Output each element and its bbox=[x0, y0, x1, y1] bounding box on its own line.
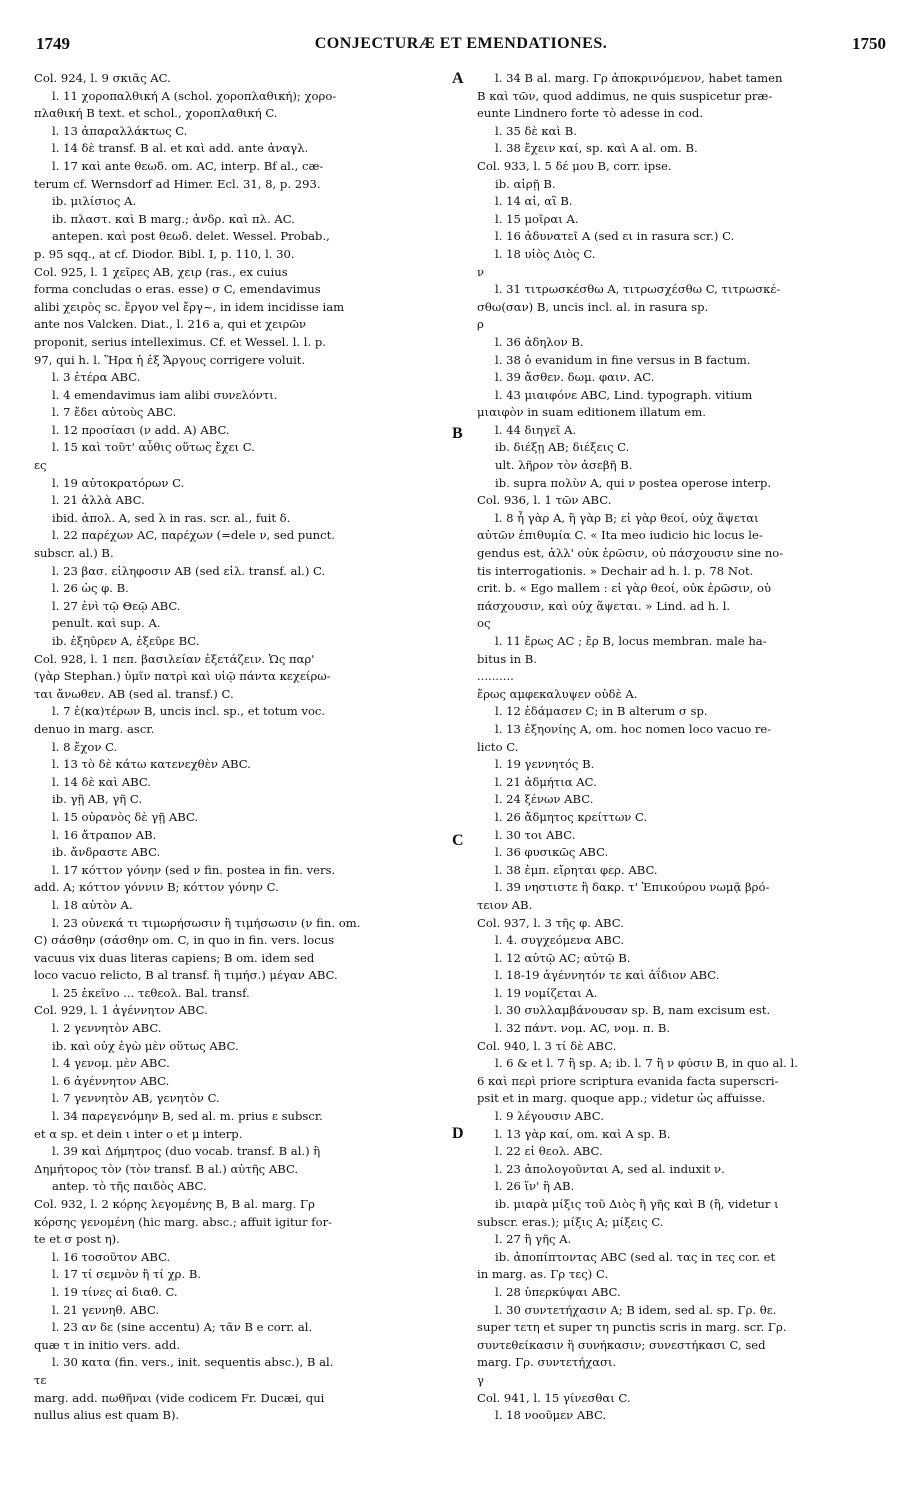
text-line: Col. 933, l. 5 δέ μου B, corr. ipse. bbox=[477, 158, 672, 173]
text-line: l. 34 B al. marg. Γρ ἀποκρινόμενον, habet tamen bbox=[495, 71, 783, 85]
text-line: antepen. καὶ post θεωδ. delet. Wessel. Probab., bbox=[52, 229, 330, 244]
text-line: l. 15 καὶ τοῦτ' αὖθις οὕτως ἔχει C. bbox=[52, 440, 255, 455]
text-line: l. 19 αὐτοκρατόρων C. bbox=[52, 475, 185, 490]
text-line: l. 38 ἐμπ. εἴρηται φερ. ABC. bbox=[495, 862, 658, 877]
text-line: γ bbox=[477, 1372, 484, 1387]
text-line: vacuus vix duas literas capiens; B om. idem sed bbox=[34, 950, 315, 965]
text-line: l. 3 ἑτέρα ABC. bbox=[52, 370, 141, 385]
text-line: l. 34 παρεγενόμην B, sed al. m. prius ε subscr. bbox=[52, 1109, 323, 1124]
text-line: ρ bbox=[477, 317, 484, 332]
margin-letter-d: D bbox=[452, 1125, 464, 1142]
text-line: τε bbox=[34, 1372, 47, 1387]
text-line: Col. 941, l. 15 γίνεσθαι C. bbox=[477, 1390, 631, 1405]
text-line: l. 18-19 ἀγέννητόν τε καὶ ἀΐδιον ABC. bbox=[495, 968, 720, 983]
text-line: l. 43 μιαιφόνε ABC, Lind. typograph. vitium bbox=[495, 387, 753, 402]
text-line: l. 4. συγχεόμενα ABC. bbox=[495, 933, 625, 948]
text-line: subscr. eras.); μίξις A; μίξεις C. bbox=[477, 1214, 664, 1229]
text-line: τειον AB. bbox=[477, 897, 533, 912]
text-line: ib. μιαρὰ μίξις τοῦ Διὸς ἢ γῆς καὶ B (ἢ, videtur ι bbox=[495, 1197, 779, 1211]
text-line: penult. καὶ sup. A. bbox=[52, 616, 161, 631]
text-line: tis interrogationis. » Dechair ad h. l. p. 78 Not. bbox=[477, 563, 754, 578]
text-line: denuo in marg. ascr. bbox=[34, 721, 155, 736]
text-line: l. 13 ἐξηονίης A, om. hoc nomen loco vacuo re- bbox=[495, 721, 772, 736]
text-line: l. 11 χοροπαλθική A (schol. χοροπλαθική); χορο- bbox=[52, 88, 337, 103]
text-line: l. 19 γεννητός B. bbox=[495, 757, 595, 772]
text-line: l. 26 ἵν' ἢ AB. bbox=[495, 1179, 575, 1194]
text-line: σθω(σαν) B, uncis incl. al. in rasura sp. bbox=[477, 299, 709, 314]
text-line: l. 30 συντετήχασιν A; B idem, sed al. sp. Γρ. θε. bbox=[495, 1302, 777, 1317]
text-line: ν bbox=[477, 264, 485, 279]
text-line: l. 38 ἔχειν καί, sp. καὶ A al. om. B. bbox=[495, 141, 698, 156]
text-line: loco vacuo relicto, B al transf. ἢ τιμήσ.) μέγαν ABC. bbox=[34, 968, 338, 983]
text-line: l. 7 ἔδει αὐτοὺς ABC. bbox=[52, 405, 177, 420]
text-line: l. 12 ἐδάμασεν C; in B alterum σ sp. bbox=[495, 704, 708, 719]
right-column bbox=[477, 70, 867, 1480]
text-line: ibid. ἀπολ. A, sed λ in ras. scr. al., fuit δ. bbox=[52, 510, 291, 525]
text-line: l. 23 ἀπολογοῦνται A, sed al. induxit ν. bbox=[495, 1161, 725, 1176]
text-line: ib. μιλίσιος A. bbox=[52, 194, 137, 209]
text-line: l. 8 ἔχον C. bbox=[52, 739, 118, 754]
text-line: eunte Lindnero forte τὸ adesse in cod. bbox=[477, 106, 704, 121]
text-line: l. 13 γὰρ καί, om. καὶ A sp. B. bbox=[495, 1126, 671, 1141]
text-line: 97, qui h. l. Ἥρα ἡ ἐξ Ἄργους corrigere voluit. bbox=[34, 352, 306, 367]
text-line: l. 2 γεννητὸν ABC. bbox=[52, 1021, 162, 1036]
text-line: l. 4 γενομ. μὲν ABC. bbox=[52, 1056, 170, 1071]
text-line: l. 16 ἀδυνατεῖ A (sed ει in rasura scr.) C. bbox=[495, 229, 735, 244]
text-line: πλαθική B text. et schol., χοροπλαθική C. bbox=[34, 106, 278, 121]
text-line: ες bbox=[34, 458, 47, 473]
text-line: Col. 940, l. 3 τί δὲ ABC. bbox=[477, 1038, 617, 1053]
text-line: ος bbox=[477, 616, 491, 631]
page-number-left: 1749 bbox=[36, 34, 70, 53]
text-line: l. 18 αὐτὸν A. bbox=[52, 897, 133, 912]
text-line: ib. διέξῃ AB; διέξεις C. bbox=[495, 440, 630, 455]
text-line: l. 26 ἄδμητος κρείττων C. bbox=[495, 809, 648, 824]
text-line: l. 39 ἄσθεν. δωμ. φαιν. AC. bbox=[495, 370, 655, 385]
text-line: ἔρως αμφεκαλυψεν οὐδὲ A. bbox=[477, 686, 638, 701]
text-line: add. A; κόττον γόννιν B; κόττον γόνην C. bbox=[34, 880, 279, 895]
text-line: nullus alius est quam B). bbox=[34, 1408, 180, 1423]
text-line: l. 22 εἰ θεολ. ABC. bbox=[495, 1144, 603, 1159]
text-line: l. 14 δὲ transf. B al. et καὶ add. ante ἀναγλ. bbox=[52, 141, 309, 156]
text-line: l. 12 προσίασι (ν add. A) ABC. bbox=[52, 422, 230, 437]
text-line: Col. 929, l. 1 ἀγέννητον ABC. bbox=[34, 1003, 208, 1018]
text-line: l. 35 δὲ καὶ B. bbox=[495, 123, 577, 138]
text-line: ib. ἐξηῦρεν A, ἐξεῦρε BC. bbox=[52, 634, 200, 648]
text-line: l. 7 γεννητὸν AB, γενητὸν C. bbox=[52, 1091, 220, 1106]
text-line: l. 15 μοῖραι A. bbox=[495, 211, 579, 226]
text-line: l. 12 αὐτῷ AC; αὐτῷ B. bbox=[495, 950, 631, 965]
running-title: CONJECTURÆ ET EMENDATIONES. bbox=[314, 35, 608, 52]
text-line: p. 95 sqq., at cf. Diodor. Bibl. I, p. 110, l. 30. bbox=[34, 246, 295, 261]
text-line: psit et in marg. quoque app.; videtur ὡς affuisse. bbox=[477, 1091, 766, 1106]
text-line: te et σ post η). bbox=[34, 1232, 120, 1247]
text-line: et α sp. et dein ι inter ο et μ interp. bbox=[34, 1126, 243, 1141]
text-line: quæ τ in initio vers. add. bbox=[34, 1337, 181, 1352]
text-line: Col. 925, l. 1 χεῖρες AB, χειρ (ras., ex cuius bbox=[34, 264, 288, 279]
text-line: Col. 924, l. 9 σκιᾶς AC. bbox=[34, 71, 171, 85]
text-line: subscr. al.) B. bbox=[34, 546, 114, 561]
text-line: l. 25 ἐκεῖνο ... τεθεολ. Bal. transf. bbox=[52, 985, 250, 1000]
text-line: l. 14 αἰ, αἲ B. bbox=[495, 194, 573, 209]
text-line: proponit, serius intelleximus. Cf. et Wessel. l. l. p. bbox=[34, 334, 326, 349]
text-line: l. 9 λέγουσιν ABC. bbox=[495, 1109, 604, 1124]
text-line: l. 13 τὸ δὲ κάτω κατενεχθὲν ABC. bbox=[52, 757, 251, 772]
text-line: l. 44 διηγεῖ A. bbox=[495, 422, 577, 437]
text-line: l. 24 ξένων ABC. bbox=[495, 792, 594, 807]
text-line: l. 11 ἔρως AC ; ἔρ B, locus membran. male ha- bbox=[495, 634, 767, 648]
text-line: l. 23 βασ. εἰληφοσιν AB (sed εἰλ. transf. al.) C. bbox=[52, 563, 326, 578]
text-line: κόρσης γενομένη (hic marg. absc.; affuit igitur for- bbox=[34, 1214, 333, 1229]
text-line: Col. 928, l. 1 πεπ. βασιλείαν ἐξετάζειν. Ὡς παρ' bbox=[34, 651, 315, 666]
text-line: l. 39 καὶ Δήμητρος (duo vocab. transf. B al.) ἢ bbox=[52, 1144, 321, 1159]
text-line: l. 30 κατα (fin. vers., init. sequentis absc.), B al. bbox=[52, 1355, 334, 1370]
text-line: l. 15 οὐρανὸς δὲ γῇ ABC. bbox=[52, 809, 199, 824]
text-line: l. 4 emendavimus iam alibi συνελόντι. bbox=[52, 387, 278, 402]
left-column bbox=[34, 70, 424, 1480]
text-line: l. 16 ἄτραπον AB. bbox=[52, 827, 157, 842]
text-line: l. 6 ἀγέννητον ABC. bbox=[52, 1073, 170, 1088]
text-line: 6 καὶ περὶ priore scriptura evanida facta superscri- bbox=[477, 1073, 779, 1088]
text-line: l. 16 τοσοῦτον ABC. bbox=[52, 1249, 171, 1264]
text-line: l. 27 ἐνὶ τῷ Θεῷ ABC. bbox=[52, 598, 181, 613]
text-line: l. 38 ὁ evanidum in fine versus in B factum. bbox=[495, 352, 751, 367]
text-line: l. 23 οὐνεκά τι τιμωρήσωσιν ἢ τιμήσωσιν (ν fin. om. bbox=[52, 915, 361, 930]
text-line: l. 19 τίνες αἱ διαθ. C. bbox=[52, 1284, 178, 1299]
text-line: l. 28 ὑπερκύψαι ABC. bbox=[495, 1284, 621, 1299]
text-line: l. 17 τί σεμνὸν ἢ τί χρ. B. bbox=[52, 1267, 202, 1282]
text-line: ib. supra πολὺν A, qui ν postea operose interp. bbox=[495, 475, 772, 490]
text-line: licto C. bbox=[477, 739, 519, 754]
text-line: l. 30 τοι ABC. bbox=[495, 827, 576, 842]
text-line: l. 17 καὶ ante θεωδ. om. AC, interp. Bf al., cæ- bbox=[52, 158, 324, 173]
margin-letter-a: A bbox=[452, 70, 464, 87]
text-line: l. 22 παρέχων AC, παρέχων (=dele ν, sed punct. bbox=[52, 528, 335, 543]
text-line: l. 18 υἱὸς Διὸς C. bbox=[495, 246, 596, 261]
text-line: l. 19 νομίζεται A. bbox=[495, 985, 598, 1000]
text-line: l. 32 πάντ. νομ. AC, νομ. π. B. bbox=[495, 1021, 671, 1036]
text-line: super τετη et super τη punctis scris in marg. scr. Γρ. bbox=[477, 1320, 787, 1335]
text-line: gendus est, ἀλλ' οὐκ ἐρῶσιν, οὐ πάσχουσιν sine no- bbox=[477, 546, 784, 561]
text-line: C) σάσθην (σάσθην om. C, in quo in fin. vers. locus bbox=[34, 933, 335, 948]
text-line: l. 7 ἑ(κα)τέρων B, uncis incl. sp., et totum voc. bbox=[52, 704, 326, 719]
text-line: terum cf. Wernsdorf ad Himer. Ecl. 31, 8, p. 293. bbox=[34, 176, 321, 191]
text-line: l. 17 κόττον γόνην (sed ν fin. postea in fin. vers. bbox=[52, 862, 336, 877]
text-line: l. 31 τιτρωσκέσθω A, τιτρωσχέσθω C, τιτρωσκέ- bbox=[495, 282, 781, 297]
text-line: crit. b. « Ego mallem : εἰ γὰρ θεοί, οὐκ ἐρῶσιν, οὐ bbox=[477, 581, 772, 596]
text-line: l. 13 ἀπαραλλάκτως C. bbox=[52, 123, 188, 138]
text-line: ib. καὶ οὐχ ἐγὼ μὲν οὕτως ABC. bbox=[52, 1038, 239, 1053]
text-line: συντεθείκασιν ἢ συνήκασιν; συνεστήκασι C, sed bbox=[477, 1337, 766, 1352]
text-line: l. 21 ἀδμήτια AC. bbox=[495, 774, 597, 789]
text-line: forma concludas o eras. esse) σ C, emendavimus bbox=[34, 282, 321, 297]
text-line: l. 39 νηστιστε ἢ δακρ. τ' Ἐπικούρου νωμᾷ βρό- bbox=[495, 880, 770, 895]
text-line: ib. ἄνδραστε ABC. bbox=[52, 845, 161, 860]
text-line: αὐτῶν ἐπιθυμία C. « Ita meo iudicio hic locus le- bbox=[477, 528, 763, 543]
page-number-right: 1750 bbox=[852, 34, 886, 53]
text-line: ib. ἀποπίπτοντας ABC (sed al. τας in τες cor. et bbox=[495, 1249, 776, 1264]
text-line: l. 21 ἀλλὰ ABC. bbox=[52, 493, 145, 508]
text-line: ib. γῇ AB, γῆ C. bbox=[52, 792, 143, 807]
text-line: ib. πλαστ. καὶ B marg.; ἀνδρ. καὶ πλ. AC. bbox=[52, 211, 295, 226]
text-line: l. 30 συλλαμβάνουσαν sp. B, nam excisum est. bbox=[495, 1003, 771, 1018]
text-line: Col. 937, l. 3 τῆς φ. ABC. bbox=[477, 915, 624, 930]
text-line: ib. αἰρῇ B. bbox=[495, 176, 556, 191]
text-line: marg. Γρ. συντετήχασι. bbox=[477, 1355, 617, 1370]
text-line: marg. add. πωθῆναι (vide codicem Fr. Ducæi, qui bbox=[34, 1390, 325, 1405]
text-line: Col. 932, l. 2 κόρης λεγομένης B, B al. marg. Γρ bbox=[34, 1197, 315, 1211]
text-line: Δημήτορος τὸν (τὸν transf. B al.) αὐτῆς ABC. bbox=[34, 1161, 299, 1176]
text-line: πάσχουσιν, καὶ οὐχ ἅψεται. » Lind. ad h. l. bbox=[477, 598, 731, 613]
text-line: (γὰρ Stephan.) ὑμῖν πατρὶ καὶ υἱῷ πάντα κεχείρω- bbox=[34, 669, 331, 684]
page-header bbox=[36, 34, 886, 56]
text-line: bitus in B. bbox=[477, 651, 537, 666]
text-line: .......... bbox=[477, 669, 514, 684]
text-line: l. 8 ἦ γὰρ A, ἢ γὰρ B; εἰ γὰρ θεοί, οὐχ ἅψεται bbox=[495, 510, 759, 525]
text-line: alibi χειρὸς sc. ἔργον vel ἔργ~, in idem incidisse iam bbox=[34, 299, 345, 314]
text-line: μιαιφὸν in suam editionem illatum em. bbox=[477, 405, 706, 420]
text-line: l. 36 ἀδηλον B. bbox=[495, 334, 584, 349]
text-line: ult. λῆρον τὸν ἀσεβῆ B. bbox=[495, 458, 633, 473]
text-line: B καὶ τῶν, quod addimus, ne quis suspicetur præ- bbox=[477, 88, 773, 103]
text-line: l. 6 & et l. 7 ἢ sp. A; ib. l. 7 ἢ ν φύσιν B, in quo al. l. bbox=[495, 1056, 798, 1071]
text-line: antep. τὸ τῆς παιδὸς ABC. bbox=[52, 1179, 207, 1194]
text-line: ante nos Valcken. Diat., l. 216 a, qui et χειρῶν bbox=[34, 317, 306, 332]
text-line: ται ἄνωθεν. AB (sed al. transf.) C. bbox=[34, 686, 234, 701]
text-line: l. 21 γεννηθ. ABC. bbox=[52, 1302, 160, 1317]
margin-letter-b: B bbox=[452, 425, 463, 442]
text-line: in marg. as. Γρ τες) C. bbox=[477, 1267, 609, 1282]
text-line: l. 26 ὡς φ. B. bbox=[52, 581, 129, 596]
text-line: Col. 936, l. 1 τῶν ABC. bbox=[477, 493, 612, 508]
text-line: l. 23 αν δε (sine accentu) A; τᾶν B e corr. al. bbox=[52, 1320, 313, 1335]
text-line: l. 27 ἢ γῆς A. bbox=[495, 1232, 572, 1247]
text-line: l. 36 φυσικῶς ABC. bbox=[495, 845, 609, 860]
margin-letter-c: C bbox=[452, 832, 464, 849]
text-line: l. 14 δὲ καὶ ABC. bbox=[52, 774, 151, 789]
text-line: l. 18 νοοῦμεν ABC. bbox=[495, 1408, 607, 1423]
